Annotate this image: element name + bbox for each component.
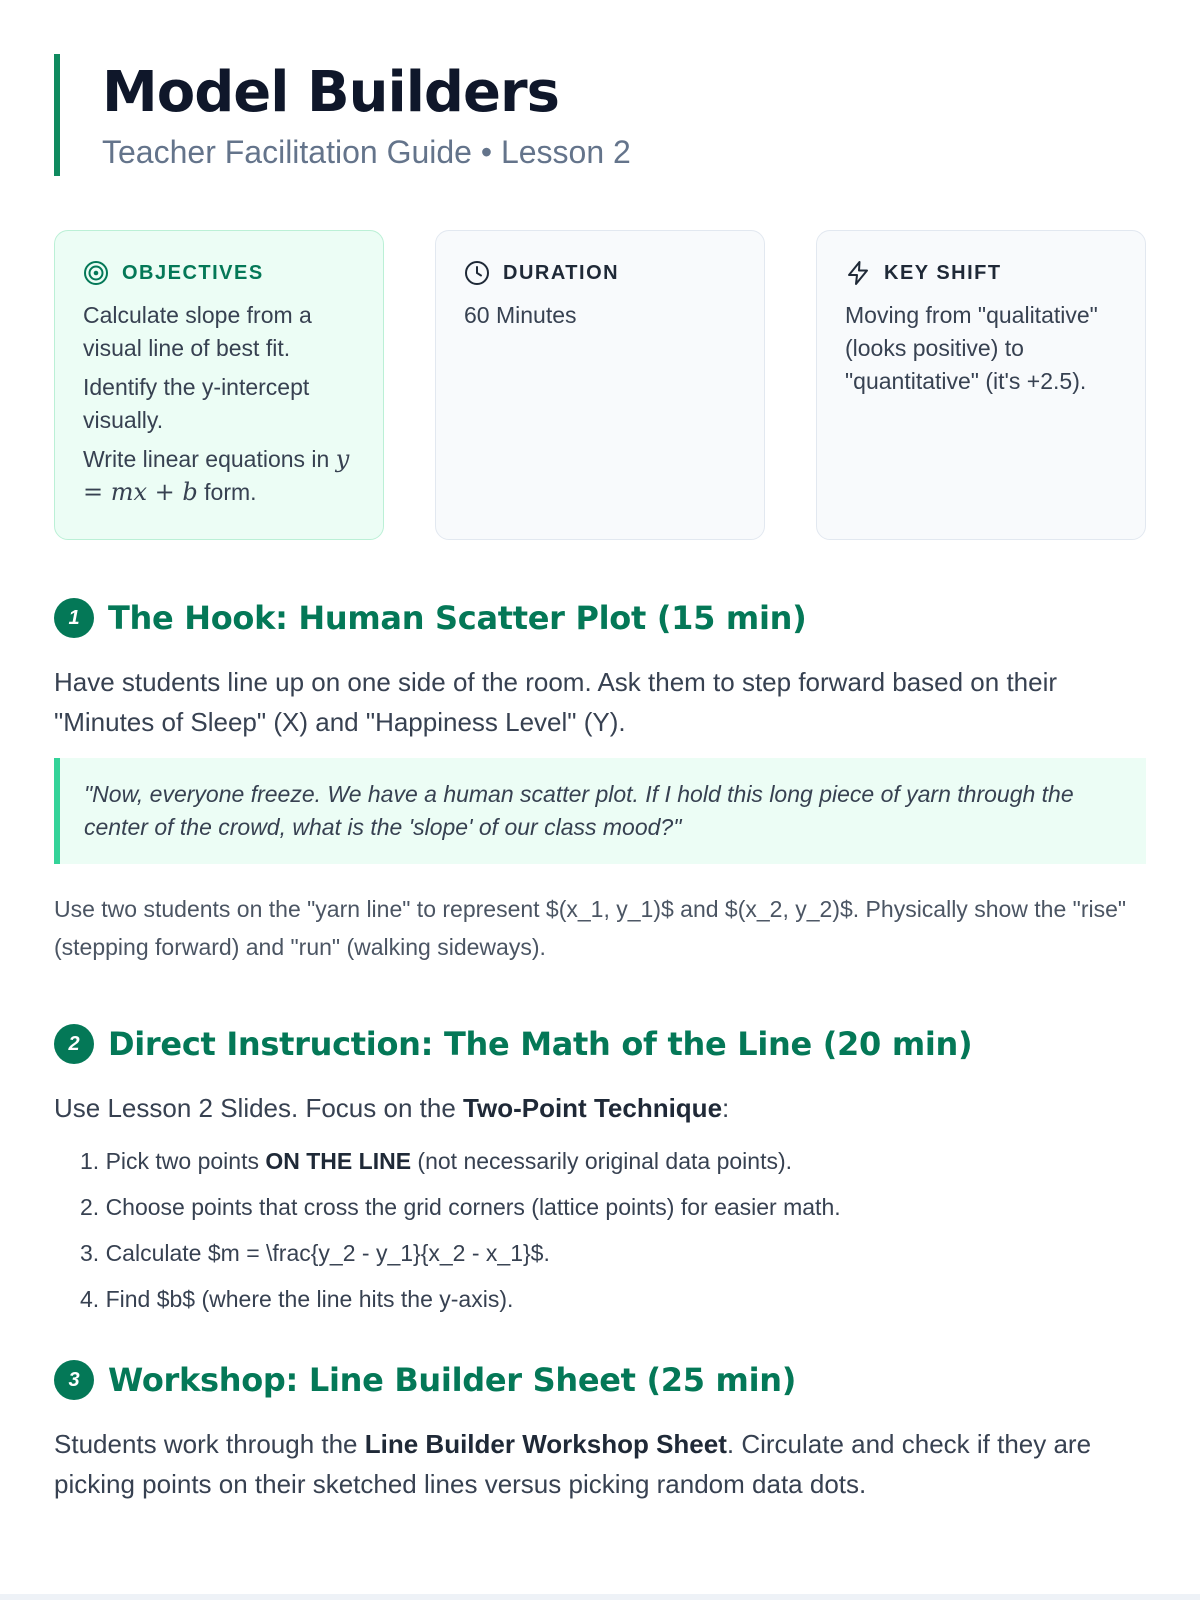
slope-intercept-equation: y = mx + b [83, 445, 350, 506]
duration-card-header [464, 259, 738, 287]
objective-item-suffix: form. [204, 479, 257, 505]
page-bottom-edge [0, 1594, 1200, 1600]
list-item [80, 1146, 1146, 1176]
intro-emphasis: Line Builder Workshop Sheet [364, 1429, 727, 1459]
section-title: Direct Instruction: The Math of the Line (20 min) [108, 1025, 973, 1063]
section-2-intro [54, 1088, 1146, 1128]
objectives-label: OBJECTIVES [122, 261, 264, 284]
section-number-badge: 2 [54, 1024, 94, 1064]
intro-text: Students work through the [54, 1429, 365, 1459]
list-item [80, 1284, 1146, 1314]
objective-item: Identify the y-intercept visually. [83, 374, 310, 433]
section-1-note: Use two students on the "yarn line" to represent $(x_1, y_1)$ and $(x_2, y_2)$. Physically show the "rise" (stepping forward) and "run" (walking sideways). [54, 896, 1127, 960]
key-shift-card [816, 230, 1146, 540]
teacher-script-quote: "Now, everyone freeze. We have a human scatter plot. If I hold this long piece of yarn through the center of the crowd, what is the 'slope' of our class mood?" [54, 758, 1146, 864]
technique-steps [54, 1146, 1146, 1314]
step-text: 4. Find $b$ (where the line hits the y-axis). [80, 1286, 514, 1312]
step-text: 3. Calculate $m = \frac{y_2 - y_1}{x_2 - x_1}$. [80, 1240, 550, 1266]
step-emphasis: ON THE LINE [265, 1148, 412, 1174]
section-3-intro [54, 1424, 1146, 1504]
objective-item [83, 443, 357, 509]
section-title: Workshop: Line Builder Sheet (25 min) [108, 1361, 797, 1399]
section-number-badge: 3 [54, 1360, 94, 1400]
section-2-header [54, 1024, 1146, 1064]
list-item [80, 1238, 1146, 1268]
page-title: Model Builders [102, 60, 559, 125]
section-1-intro: Have students line up on one side of the room. Ask them to step forward based on their "Minutes of Sleep" (X) and "Happiness Level" (Y). [54, 667, 1058, 737]
section-1-header [54, 598, 1146, 638]
page-subtitle: Teacher Facilitation Guide • Lesson 2 [102, 134, 631, 170]
objective-item: Calculate slope from a visual line of best fit. [83, 302, 312, 361]
step-text-end: (not necessarily original data points). [411, 1148, 793, 1174]
key-shift-card-header [845, 259, 1119, 287]
objectives-card [54, 230, 384, 540]
step-text: 1. Pick two points [80, 1148, 266, 1174]
key-shift-text: Moving from "qualitative" (looks positive) to "quantitative" (it's +2.5). [845, 302, 1098, 394]
intro-emphasis: Two-Point Technique [463, 1093, 723, 1123]
objectives-card-header [83, 259, 357, 287]
intro-text-end: : [722, 1093, 730, 1123]
duration-label: DURATION [503, 261, 620, 284]
intro-text: Use Lesson 2 Slides. Focus on the [54, 1093, 464, 1123]
bolt-icon [845, 260, 871, 286]
intro-text-end: . Circulate and check if they are picking points on their sketched lines versus picking random data dots. [54, 1429, 1092, 1499]
clock-icon [464, 260, 490, 286]
step-text: 2. Choose points that cross the grid corners (lattice points) for easier math. [80, 1194, 841, 1220]
page-header [54, 54, 1146, 176]
target-icon [83, 260, 109, 286]
objectives-list [83, 299, 357, 509]
key-shift-label: KEY SHIFT [884, 261, 1002, 284]
summary-cards [54, 230, 1146, 540]
duration-card [435, 230, 765, 540]
duration-value: 60 Minutes [464, 302, 577, 328]
section-number-badge: 1 [54, 598, 94, 638]
objective-item-text: Write linear equations in [83, 446, 330, 472]
section-title: The Hook: Human Scatter Plot (15 min) [108, 599, 807, 637]
section-3-header [54, 1360, 1146, 1400]
list-item [80, 1192, 1146, 1222]
